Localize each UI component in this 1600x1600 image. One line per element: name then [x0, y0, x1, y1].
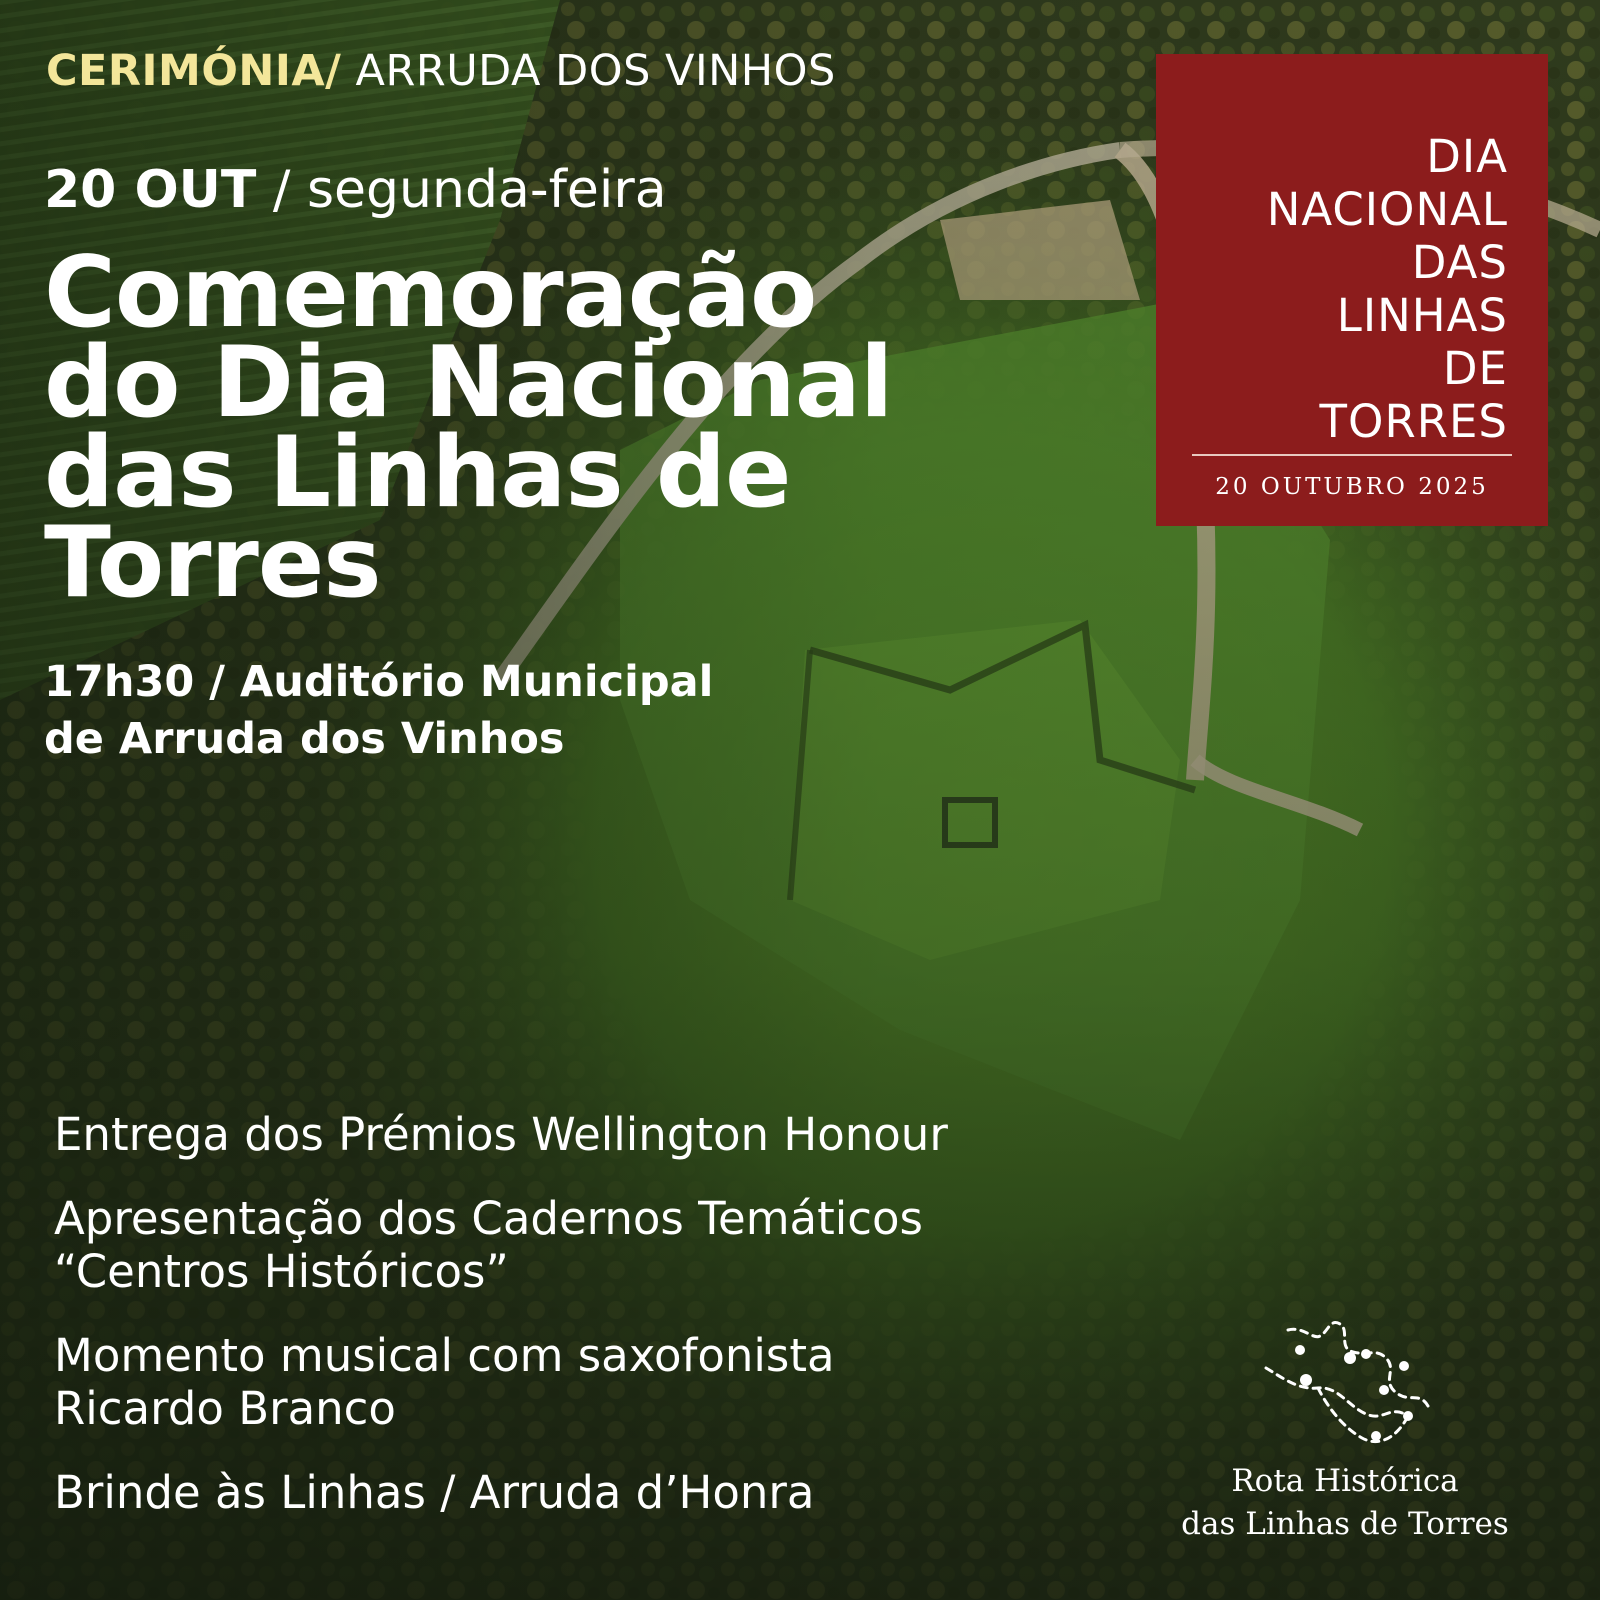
program-item-line: Apresentação dos Cadernos Temáticos	[54, 1192, 923, 1245]
location-label: ARRUDA DOS VINHOS	[355, 46, 836, 96]
rota-historica-logo-text	[1160, 1460, 1530, 1546]
title-line: do Dia Nacional	[44, 326, 893, 440]
logo-line: das Linhas de Torres	[1181, 1506, 1509, 1542]
category-label: CERIMÓNIA/	[46, 46, 342, 96]
program-item-line: Momento musical com saxofonista	[54, 1329, 835, 1382]
program-item	[54, 1466, 948, 1519]
badge-line: TORRES	[1319, 395, 1508, 448]
national-day-badge	[1156, 54, 1548, 526]
dotted-route-map-icon	[1258, 1318, 1438, 1458]
badge-date: 20 OUTUBRO 2025	[1215, 474, 1489, 500]
event-day: 20 OUT	[44, 160, 257, 220]
program-item	[54, 1329, 948, 1435]
event-time-venue	[44, 654, 713, 768]
badge-divider	[1192, 454, 1512, 456]
category-heading	[46, 46, 836, 96]
venue-line: 17h30 / Auditório Municipal	[44, 657, 714, 707]
badge-line: DIA	[1426, 130, 1508, 183]
badge-line: NACIONAL	[1266, 183, 1508, 236]
event-date	[44, 160, 667, 220]
venue-line: de Arruda dos Vinhos	[44, 714, 565, 764]
program-item-line: Ricardo Branco	[54, 1382, 396, 1435]
badge-line: DE	[1442, 342, 1508, 395]
badge-line: LINHAS	[1336, 289, 1508, 342]
title-line: Torres	[44, 506, 381, 620]
program-item	[54, 1108, 948, 1161]
program-item-line: “Centros Históricos”	[54, 1245, 509, 1298]
event-title	[44, 236, 893, 620]
program-item-line: Brinde às Linhas / Arruda d’Honra	[54, 1466, 815, 1519]
badge-line: DAS	[1411, 236, 1508, 289]
logo-line: Rota Histórica	[1231, 1463, 1459, 1499]
event-weekday: / segunda-feira	[272, 160, 667, 220]
program-list	[54, 1108, 948, 1550]
title-line: Comemoração	[44, 236, 817, 350]
program-item-line: Entrega dos Prémios Wellington Honour	[54, 1108, 948, 1161]
title-line: das Linhas de	[44, 416, 791, 530]
program-item	[54, 1192, 948, 1298]
badge-title	[1267, 130, 1508, 448]
